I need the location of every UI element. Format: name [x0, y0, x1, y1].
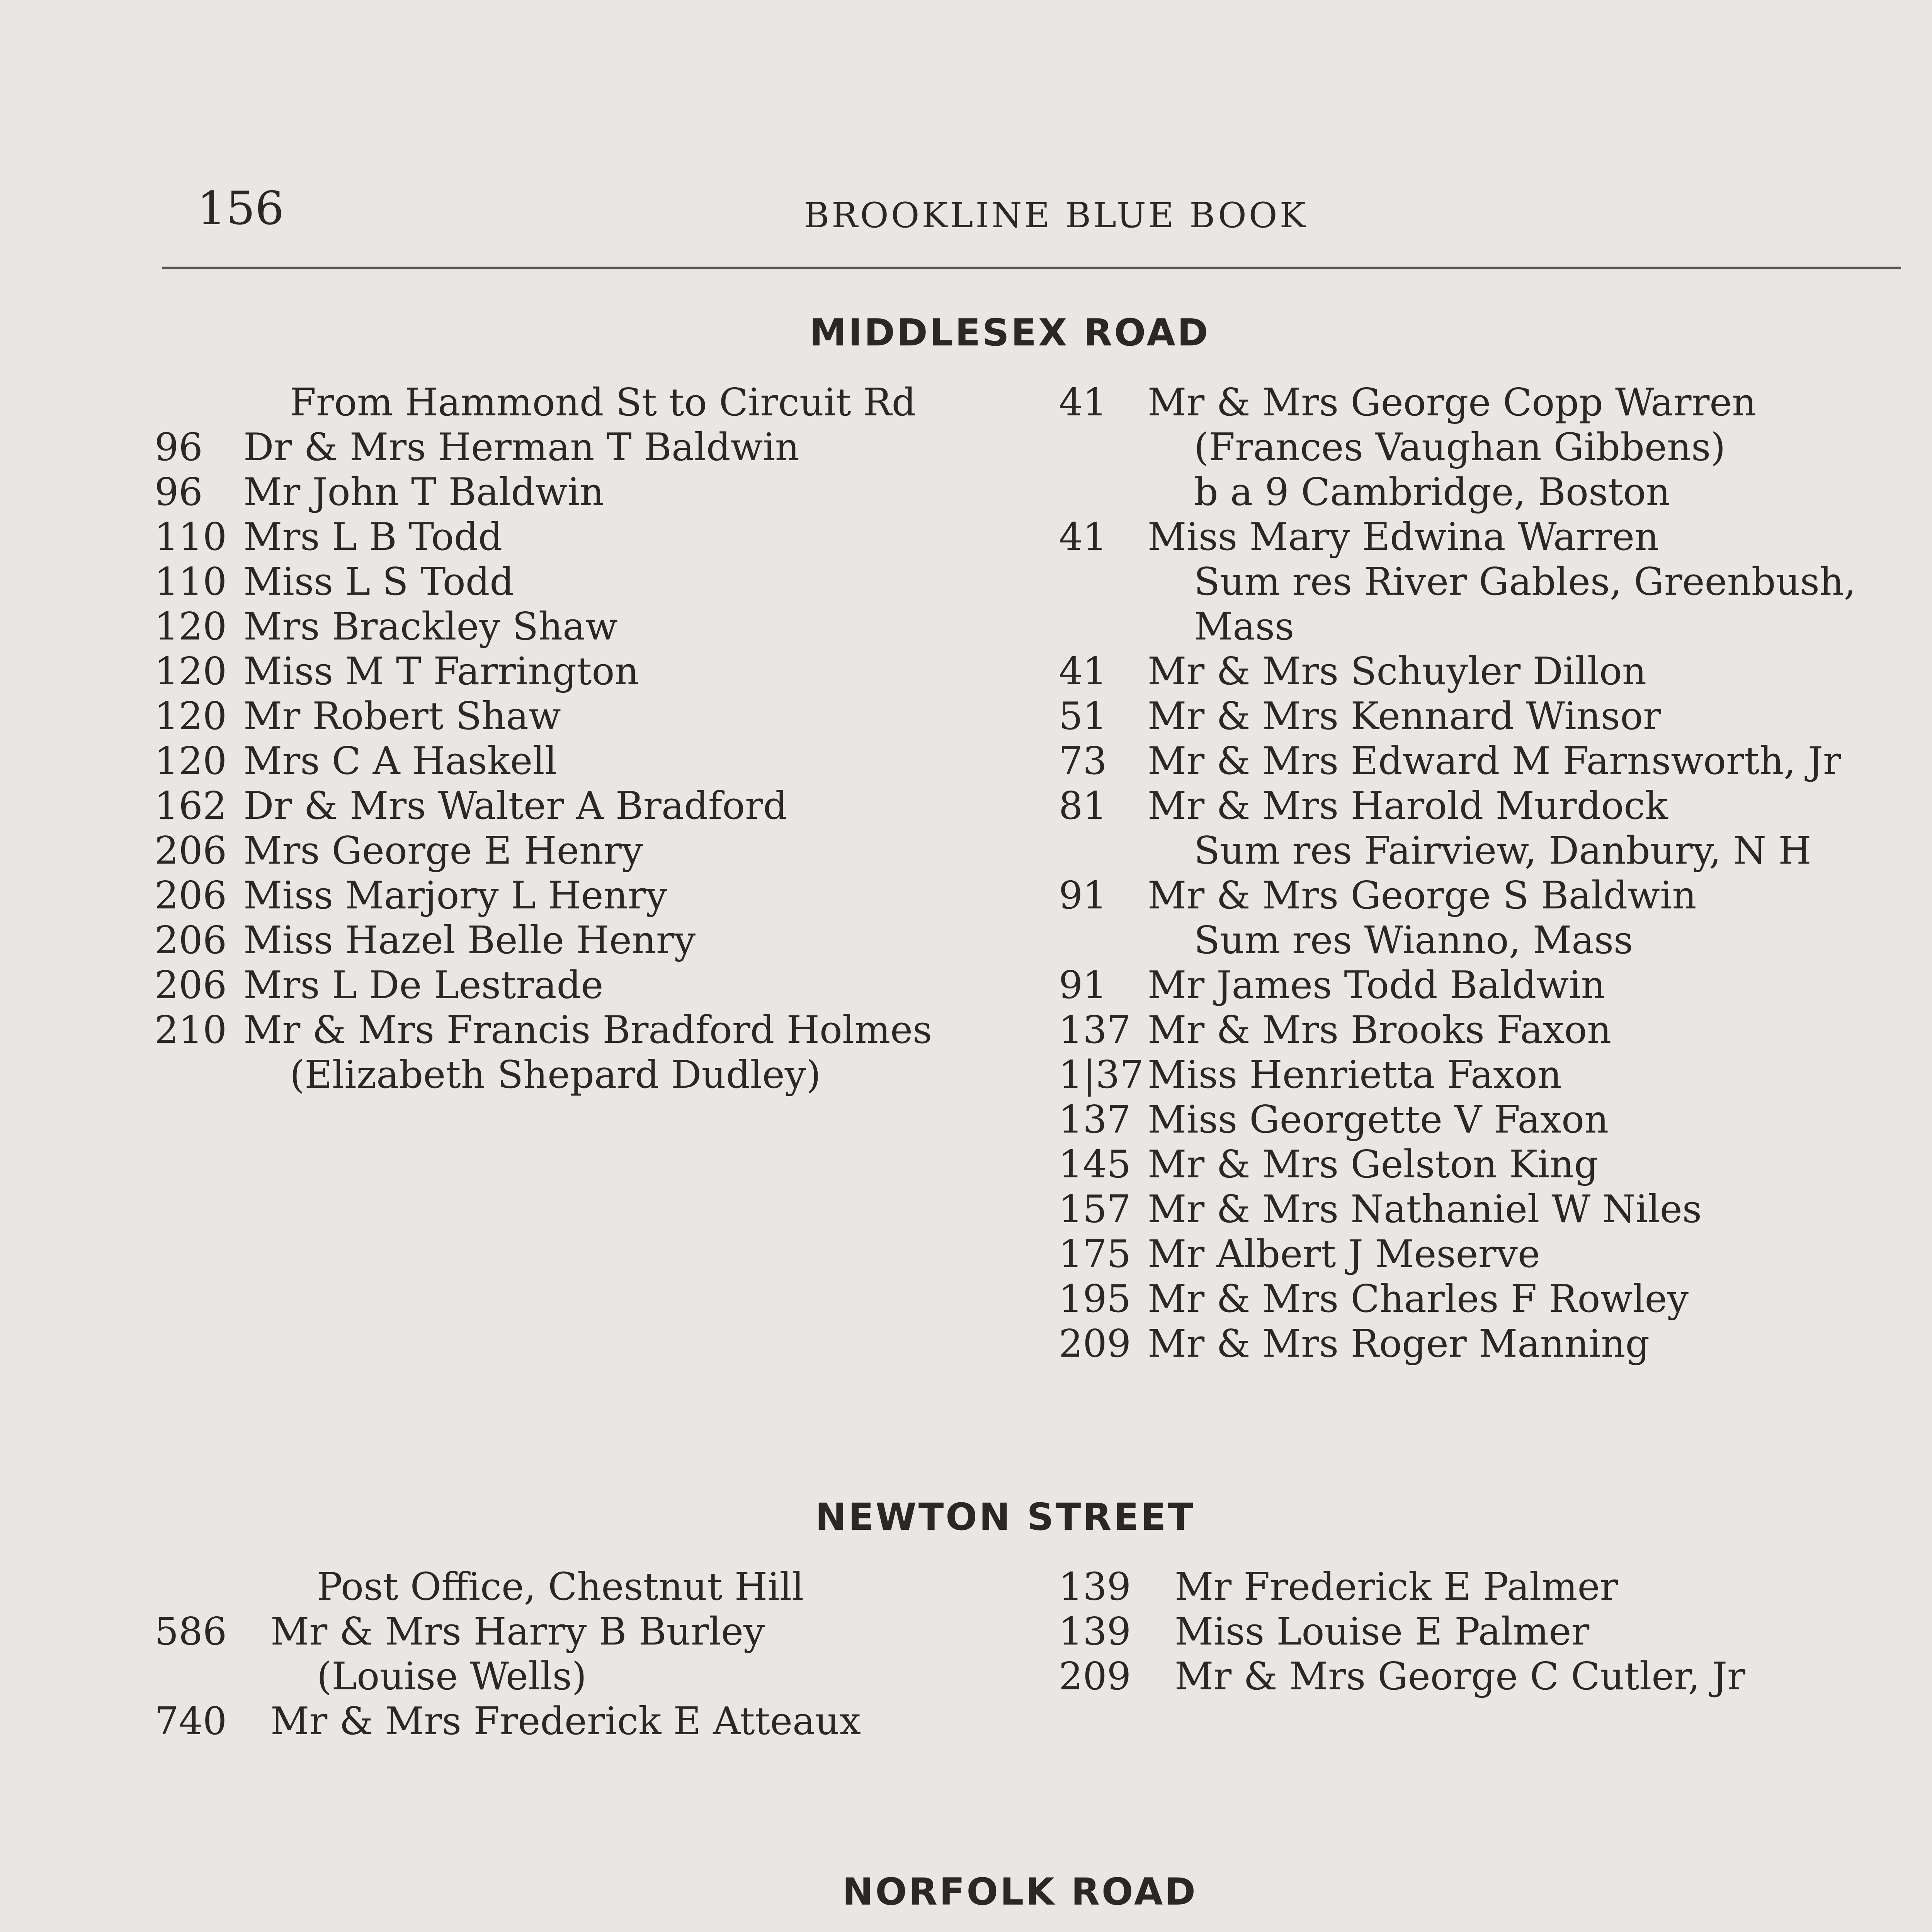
header-rule [162, 267, 1901, 269]
directory-entry [155, 1053, 821, 1097]
house-number: 120 [155, 739, 227, 783]
directory-entry [155, 1699, 861, 1743]
directory-entry [155, 470, 604, 514]
house-number: 157 [1059, 1187, 1131, 1231]
resident-name: Mr & Mrs Roger Manning [1148, 1322, 1650, 1366]
section-title-norfolk: NORFOLK ROAD [842, 1870, 1197, 1913]
resident-name: Mr & Mrs Gelston King [1148, 1143, 1599, 1187]
house-number: 1|37 [1059, 1053, 1144, 1097]
house-number: 139 [1059, 1565, 1131, 1609]
directory-entry [1059, 1322, 1650, 1366]
directory-entry [155, 381, 916, 425]
resident-name: Mr Albert J Meserve [1148, 1232, 1540, 1276]
house-number: 96 [155, 470, 203, 514]
directory-entry [1059, 694, 1661, 738]
resident-name: Mr & Mrs George S Baldwin [1148, 874, 1697, 918]
resident-name: Miss Henrietta Faxon [1148, 1053, 1562, 1097]
resident-name: Mr John T Baldwin [243, 470, 604, 514]
directory-entry [1059, 381, 1756, 425]
directory-entry [155, 1565, 804, 1609]
house-number: 209 [1059, 1655, 1131, 1699]
resident-name: Mr James Todd Baldwin [1148, 963, 1605, 1007]
resident-name: Mrs C A Haskell [243, 739, 557, 783]
house-number: 206 [155, 963, 227, 1007]
resident-name: Mr & Mrs Brooks Faxon [1148, 1008, 1612, 1052]
resident-name: Sum res Wianno, Mass [1194, 918, 1633, 963]
section-title-middlesex: MIDDLESEX ROAD [810, 311, 1210, 354]
resident-name: From Hammond St to Circuit Rd [290, 381, 916, 425]
house-number: 120 [155, 694, 227, 738]
directory-entry [1059, 1232, 1540, 1276]
directory-entry [1059, 560, 1856, 604]
directory-entry [1059, 1053, 1562, 1097]
directory-entry [155, 425, 799, 469]
resident-name: Miss Mary Edwina Warren [1148, 515, 1659, 559]
directory-entry [155, 829, 643, 873]
running-title: BROOKLINE BLUE BOOK [804, 195, 1308, 236]
house-number: 137 [1059, 1098, 1131, 1142]
house-number: 120 [155, 605, 227, 649]
house-number: 96 [155, 425, 203, 469]
house-number: 209 [1059, 1322, 1131, 1366]
resident-name: Mrs L De Lestrade [243, 963, 604, 1007]
directory-entry [155, 918, 696, 963]
house-number: 206 [155, 918, 227, 963]
directory-entry [1059, 650, 1646, 694]
resident-name: Mr & Mrs Harold Murdock [1148, 784, 1668, 828]
house-number: 41 [1059, 515, 1107, 559]
directory-entry [1059, 918, 1633, 963]
house-number: 51 [1059, 694, 1107, 738]
house-number: 73 [1059, 739, 1107, 783]
resident-name: Dr & Mrs Herman T Baldwin [243, 425, 799, 469]
directory-entry [1059, 1655, 1745, 1699]
directory-entry [155, 784, 787, 828]
resident-name: (Louise Wells) [317, 1655, 587, 1699]
house-number: 120 [155, 650, 227, 694]
house-number: 110 [155, 560, 227, 604]
resident-name: Mr Frederick E Palmer [1175, 1565, 1618, 1609]
resident-name: Miss Marjory L Henry [243, 874, 667, 918]
resident-name: Miss Hazel Belle Henry [243, 918, 696, 963]
directory-entry [1059, 1277, 1689, 1321]
resident-name: b a 9 Cambridge, Boston [1194, 470, 1670, 514]
resident-name: Mass [1194, 605, 1294, 649]
house-number: 206 [155, 829, 227, 873]
directory-entry [1059, 515, 1659, 559]
directory-entry [1059, 963, 1605, 1007]
resident-name: Mr & Mrs Schuyler Dillon [1148, 650, 1647, 694]
resident-name: Mr & Mrs Nathaniel W Niles [1148, 1187, 1702, 1231]
house-number: 195 [1059, 1277, 1131, 1321]
resident-name: (Frances Vaughan Gibbens) [1194, 425, 1726, 469]
house-number: 137 [1059, 1008, 1131, 1052]
directory-entry [1059, 739, 1841, 783]
house-number: 206 [155, 874, 227, 918]
resident-name: Mr & Mrs Francis Bradford Holmes [243, 1008, 932, 1052]
resident-name: Miss Louise E Palmer [1175, 1610, 1590, 1654]
resident-name: Miss L S Todd [243, 560, 514, 604]
directory-entry [155, 739, 557, 783]
house-number: 586 [155, 1610, 227, 1654]
house-number: 91 [1059, 963, 1107, 1007]
directory-entry [155, 1610, 765, 1654]
directory-entry [1059, 470, 1670, 514]
resident-name: Mr & Mrs Harry B Burley [270, 1610, 765, 1654]
house-number: 210 [155, 1008, 227, 1052]
resident-name: Mr & Mrs Kennard Winsor [1148, 694, 1661, 738]
directory-entry [1059, 1098, 1609, 1142]
directory-entry [155, 560, 514, 604]
resident-name: Mrs Brackley Shaw [243, 605, 618, 649]
directory-entry [1059, 605, 1294, 649]
directory-entry [1059, 1143, 1598, 1187]
house-number: 740 [155, 1699, 227, 1743]
resident-name: Miss M T Farrington [243, 650, 639, 694]
directory-entry [1059, 1008, 1611, 1052]
directory-entry [1059, 829, 1811, 873]
resident-name: Mrs L B Todd [243, 515, 503, 559]
directory-entry [155, 515, 502, 559]
resident-name: Mrs George E Henry [243, 829, 643, 873]
resident-name: Dr & Mrs Walter A Bradford [243, 784, 787, 828]
directory-entry [155, 1655, 587, 1699]
directory-entry [155, 874, 667, 918]
house-number: 139 [1059, 1610, 1131, 1654]
directory-entry [1059, 1565, 1618, 1609]
directory-entry [155, 650, 639, 694]
section-title-newton: NEWTON STREET [815, 1495, 1195, 1539]
directory-entry [1059, 1187, 1702, 1231]
directory-entry [1059, 874, 1697, 918]
resident-name: Post Office, Chestnut Hill [317, 1565, 804, 1609]
house-number: 81 [1059, 784, 1107, 828]
directory-entry [155, 963, 603, 1007]
resident-name: Sum res River Gables, Greenbush, [1194, 560, 1856, 604]
resident-name: Mr & Mrs Edward M Farnsworth, Jr [1148, 739, 1841, 783]
house-number: 175 [1059, 1232, 1131, 1276]
house-number: 110 [155, 515, 227, 559]
resident-name: Sum res Fairview, Danbury, N H [1194, 829, 1811, 873]
house-number: 41 [1059, 381, 1107, 425]
house-number: 91 [1059, 874, 1107, 918]
house-number: 162 [155, 784, 227, 828]
directory-entry [1059, 1610, 1589, 1654]
resident-name: (Elizabeth Shepard Dudley) [290, 1053, 821, 1097]
page-number: 156 [197, 182, 284, 235]
resident-name: Mr & Mrs George C Cutler, Jr [1175, 1655, 1745, 1699]
house-number: 41 [1059, 650, 1107, 694]
resident-name: Miss Georgette V Faxon [1148, 1098, 1609, 1142]
resident-name: Mr & Mrs Frederick E Atteaux [270, 1699, 861, 1743]
resident-name: Mr & Mrs Charles F Rowley [1148, 1277, 1689, 1321]
directory-entry [155, 1008, 932, 1052]
house-number: 145 [1059, 1143, 1131, 1187]
directory-entry [1059, 425, 1726, 469]
resident-name: Mr Robert Shaw [243, 694, 561, 738]
directory-entry [155, 694, 561, 738]
resident-name: Mr & Mrs George Copp Warren [1148, 381, 1757, 425]
directory-entry [155, 605, 618, 649]
directory-entry [1059, 784, 1668, 828]
